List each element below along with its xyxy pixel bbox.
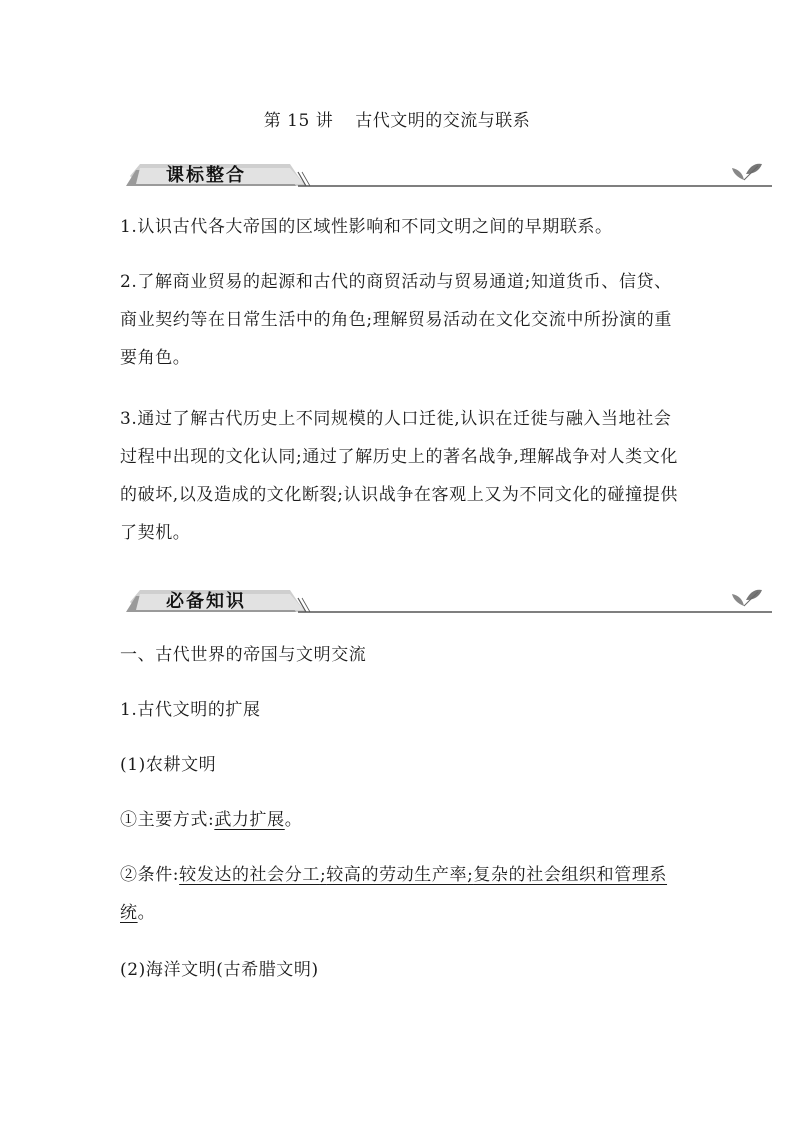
item-2-answer-1: 较发达的社会分工: [179, 865, 320, 885]
item-1-suffix: 。: [284, 810, 303, 830]
section-title-standards: 课标整合: [166, 165, 246, 186]
item-2-prefix: ②条件:: [120, 865, 180, 885]
knowledge-heading: 一、古代世界的帝国与文明交流: [120, 645, 367, 665]
knowledge-subheading-1: 1.古代文明的扩展: [120, 700, 261, 720]
lesson-name: 古代文明的交流与联系: [355, 111, 531, 131]
knowledge-item-1: [120, 801, 680, 839]
leaf-icon: [732, 164, 762, 180]
section-header-standards: [126, 160, 772, 196]
item-2-answer-3: 复杂的社会组织和管理系统: [120, 865, 668, 923]
item-2-separator-2: ;: [467, 865, 474, 885]
item-2-separator-1: ;: [319, 865, 327, 885]
page-title: [0, 106, 794, 131]
standards-item-3: 3.通过了解古代历史上不同规模的人口迁徙,认识在迁徙与融入当地社会过程中出现的文化认同;通过了解历史上的著名战争,理解战争对人类文化的破坏,以及造成的文化断裂;认识战争在客观上又为不同文化的碰撞提供了契机。: [120, 409, 678, 543]
knowledge-item-2: [120, 856, 680, 932]
leaf-icon: [732, 590, 762, 606]
knowledge-subheading-3: (2)海洋文明(古希腊文明): [120, 960, 319, 980]
standards-item-1: 1.认识古代各大帝国的区域性影响和不同文明之间的早期联系。: [120, 217, 613, 237]
knowledge-subheading-2: (1)农耕文明: [120, 755, 217, 775]
standards-item-2: 2.了解商业贸易的起源和古代的商贸活动与贸易通道;知道货币、信贷、商业契约等在日常生活中的角色;理解贸易活动在文化交流中所扮演的重要角色。: [120, 272, 672, 368]
item-1-answer: 武力扩展: [214, 810, 285, 830]
item-1-prefix: ①主要方式:: [120, 810, 215, 830]
item-2-answer-2: 较高的劳动生产率: [326, 865, 468, 885]
lesson-number: 第 15 讲: [263, 111, 334, 131]
section-header-knowledge: [126, 586, 772, 622]
item-2-suffix: 。: [137, 903, 156, 923]
section-title-knowledge: 必备知识: [166, 591, 246, 612]
